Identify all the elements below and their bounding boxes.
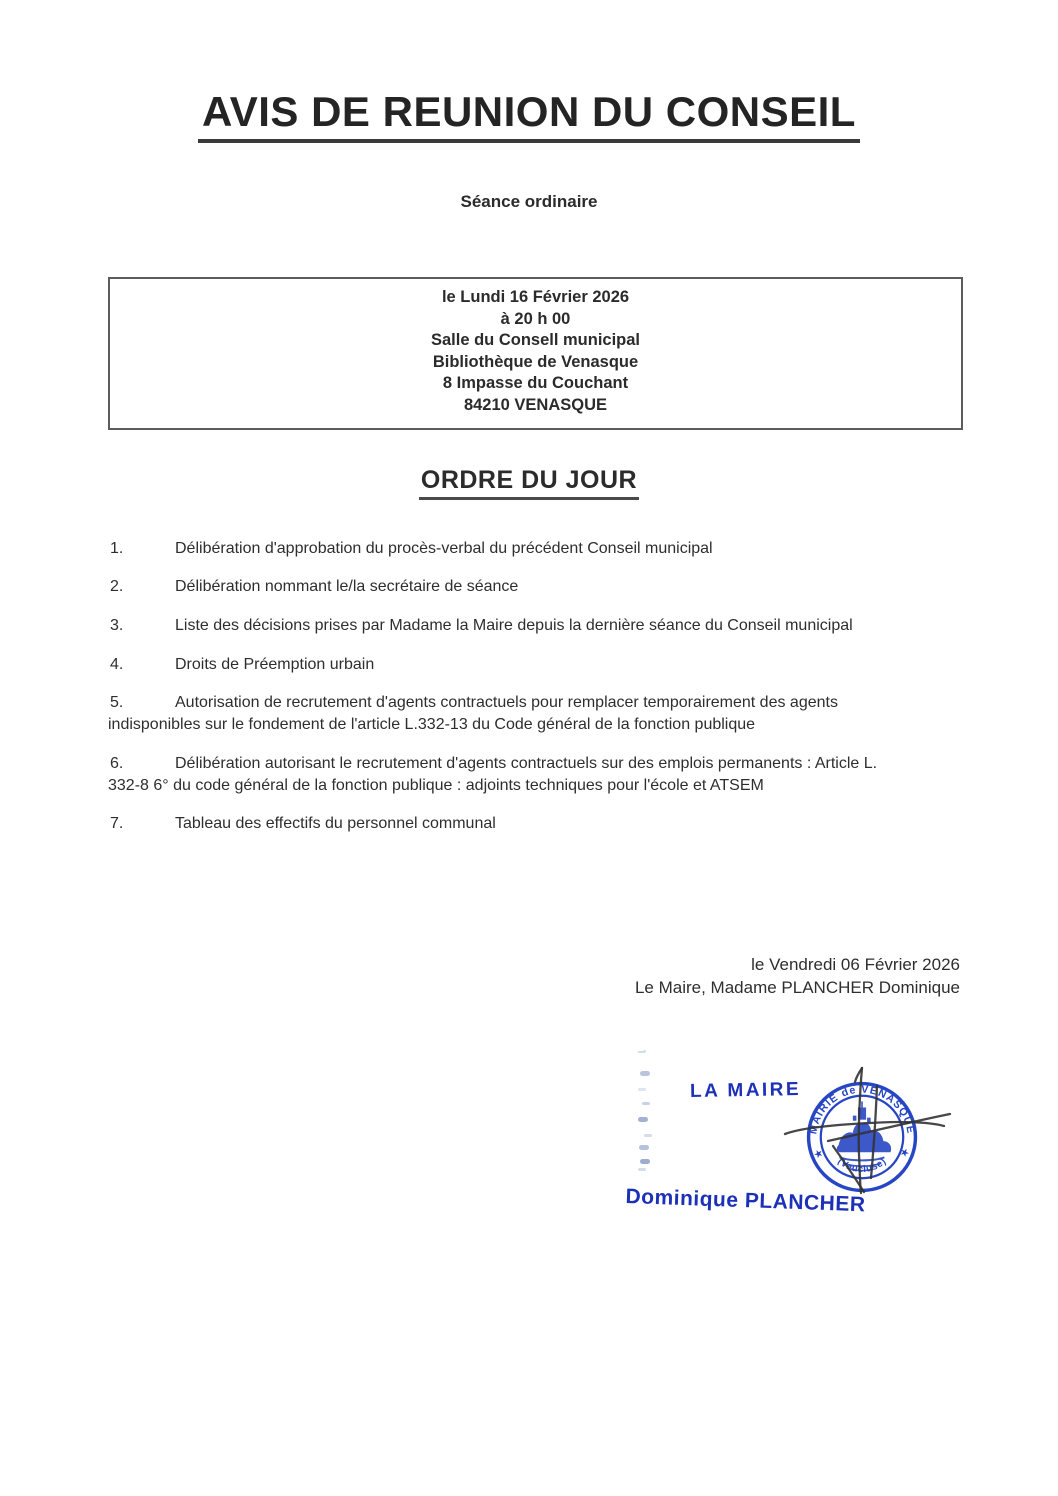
agenda-item-4 xyxy=(108,654,1028,676)
seal-top-text: MAIRIE de VENASQUE xyxy=(807,1083,917,1136)
agenda-item-6 xyxy=(108,753,1028,797)
seal-star-right-icon: ★ xyxy=(898,1146,911,1159)
closing-block xyxy=(635,953,960,999)
meeting-details-box xyxy=(108,277,963,430)
session-subtitle: Séance ordinaire xyxy=(460,192,598,211)
agenda-item-7 xyxy=(108,813,1028,835)
item-text: Liste des décisions prises par Madame la Maire depuis la dernière séance du Conseil municipal xyxy=(175,617,853,634)
item-number: 5. xyxy=(110,694,124,711)
item-number: 1. xyxy=(110,540,124,557)
title-row xyxy=(0,88,1058,143)
item-number: 3. xyxy=(110,617,124,634)
dominique-plancher-stamp-text: Dominique PLANCHER xyxy=(625,1185,866,1217)
item-text: Tableau des effectifs du personnel communal xyxy=(175,815,496,832)
agenda-heading: ORDRE DU JOUR xyxy=(419,466,639,500)
seal-star-left-icon: ★ xyxy=(812,1147,825,1161)
item-number: 7. xyxy=(110,815,124,832)
closing-signatory: Le Maire, Madame PLANCHER Dominique xyxy=(634,978,960,997)
item-text: Autorisation de recrutement d'agents contractuels pour remplacer temporairement des agents xyxy=(175,694,838,711)
meeting-room-line: Salle du Consell municipal xyxy=(430,331,641,349)
agenda-item-1 xyxy=(108,538,1028,560)
ink-smudge-marks xyxy=(636,1048,644,1051)
page-title: AVIS DE REUNION DU CONSEIL xyxy=(198,88,860,143)
meeting-time-line: à 20 h 00 xyxy=(500,309,571,328)
agenda-item-3 xyxy=(108,615,1028,637)
item-text: Délibération autorisant le recrutement d'agents contractuels sur des emplois permanents : Article L. xyxy=(175,755,878,772)
meeting-street-line: 8 Impasse du Couchant xyxy=(442,374,629,392)
item-text-continued: 332-8 6° du code général de la fonction publique : adjoints techniques pour l'école et ATSEM xyxy=(108,777,764,794)
item-text-continued: indisponibles sur le fondement de l'article L.332-13 du Code général de la fonction publique xyxy=(108,716,756,733)
item-number: 6. xyxy=(110,755,124,772)
item-text: Délibération d'approbation du procès-verbal du précédent Conseil municipal xyxy=(175,540,713,557)
meeting-city-line: 84210 VENASQUE xyxy=(463,395,608,414)
meeting-place-line: Bibliothèque de Venasque xyxy=(432,352,639,371)
handwritten-signature xyxy=(770,1050,1058,1210)
agenda-item-5 xyxy=(108,692,1028,736)
meeting-date-line: le Lundi 16 Février 2026 xyxy=(441,288,630,306)
closing-date: le Vendredi 06 Février 2026 xyxy=(751,955,960,974)
item-number: 4. xyxy=(110,656,124,673)
item-text: Droits de Préemption urbain xyxy=(175,656,375,673)
agenda-item-2 xyxy=(108,576,1028,598)
agenda-heading-row xyxy=(0,466,1058,500)
la-maire-stamp-text: LA MAIRE xyxy=(689,1079,802,1102)
item-text: Délibération nommant le/la secrétaire de séance xyxy=(175,578,519,595)
seal-bottom-text: (Vaucluse) xyxy=(835,1155,889,1176)
item-number: 2. xyxy=(110,578,124,595)
